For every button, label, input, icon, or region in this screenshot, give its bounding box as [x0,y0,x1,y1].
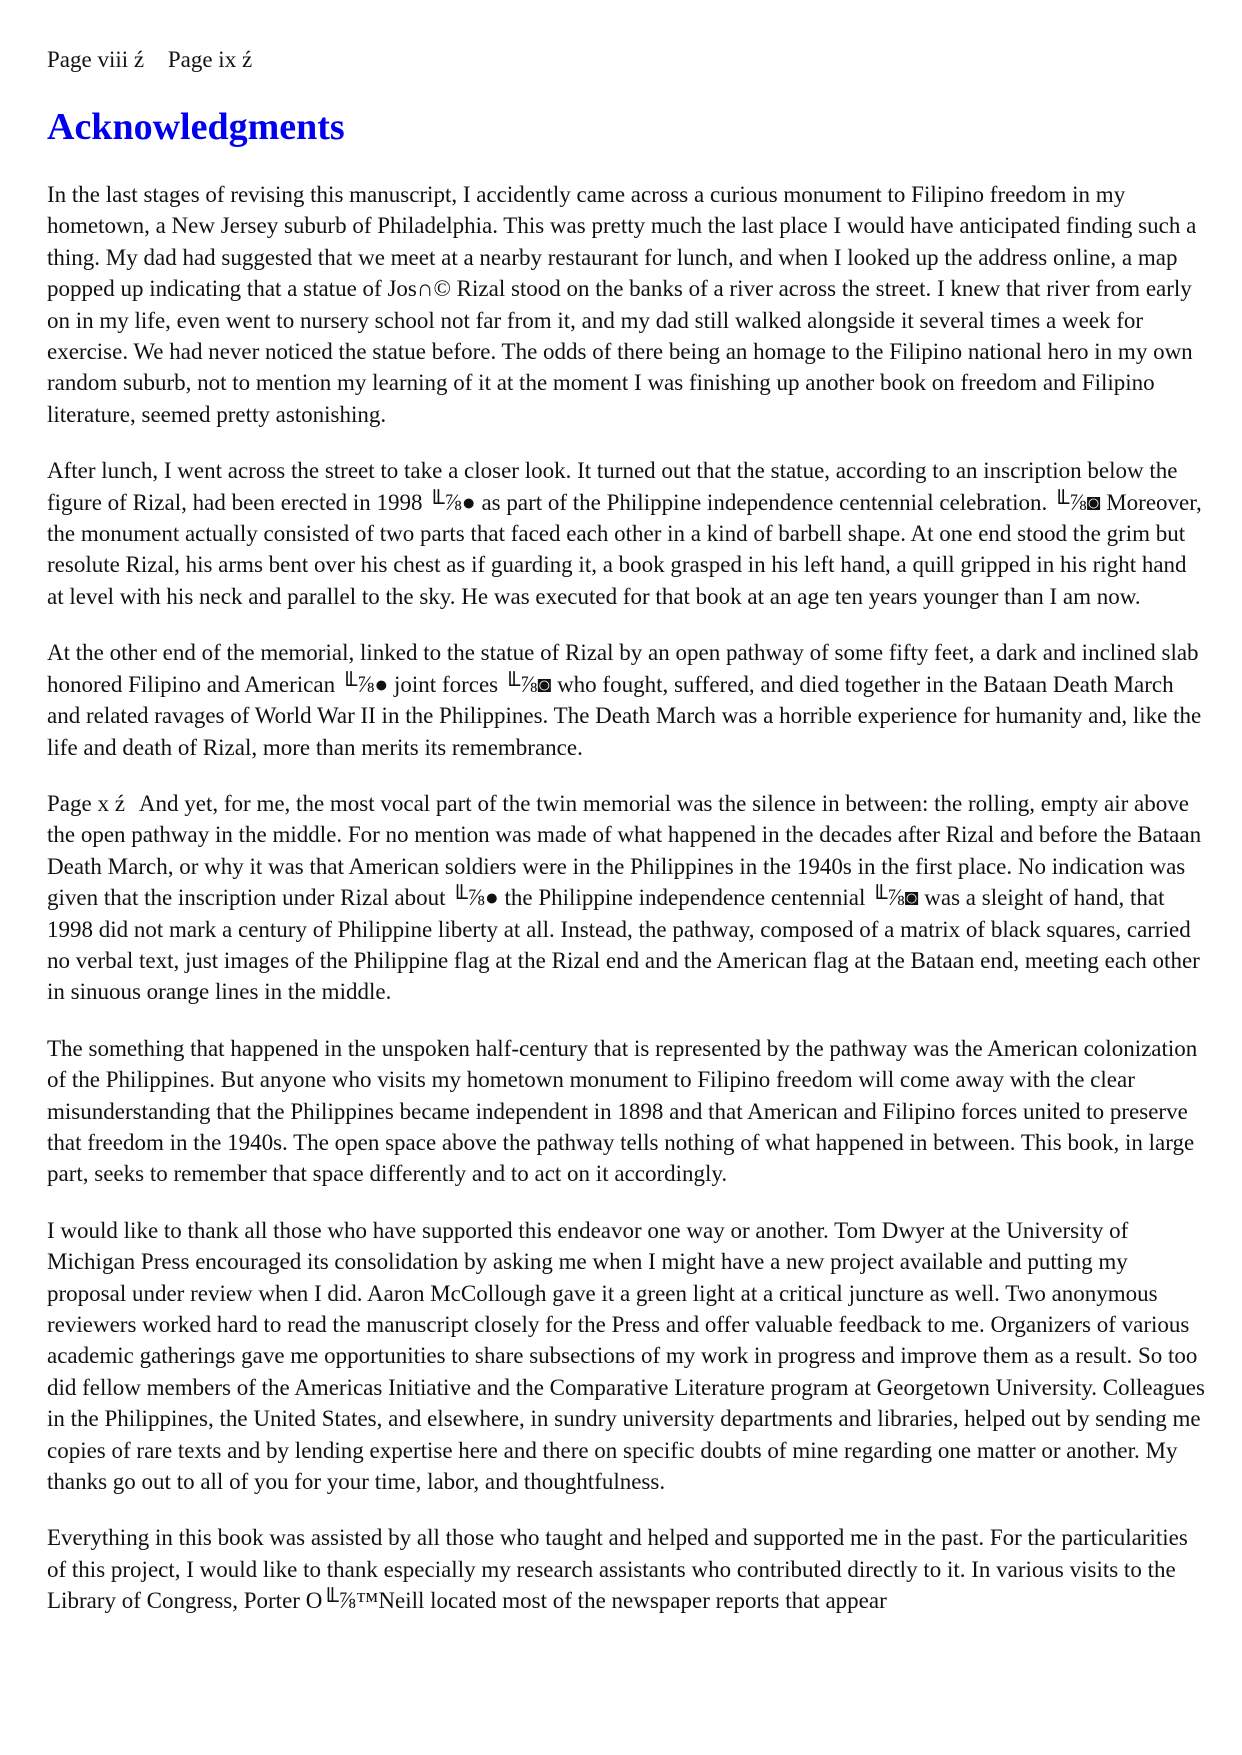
page-marker-viii: Page viii ź [47,47,145,72]
body-text [47,179,1207,1617]
paragraph-5 [47,1033,1207,1190]
document-page [47,44,1207,1642]
paragraph-text: And yet, for me, the most vocal part of the twin memorial was the silence in between: the rolling, empty air above the open pathway in the middle. For no mention was made of what happened in the decades after Rizal and before the Bataan Death March, or why it was that American soldiers were in the Philippines in the 1940s in the first place. No indication was given that the inscription under Rizal about ╙⅞● the Philippine independence centennial ╙⅞◙ was a sleight of hand, that 1998 did not mark a century of Philippine liberty at all. Instead, the pathway, composed of a matrix of black squares, carried no verbal text, just images of the Philippine flag at the Rizal end and the American flag at the Bataan end, meeting each other in sinuous orange lines in the middle. [47,790,1202,1005]
page-markers [47,44,1207,75]
paragraph-text: In the last stages of revising this manuscript, I accidently came across a curious monument to Filipino freedom in my hometown, a New Jersey suburb of Philadelphia. This was pretty much the last place I would have anticipated finding such a thing. My dad had suggested that we meet at a nearby restaurant for lunch, and when I looked up the address online, a map popped up indicating that a statue of Jos∩© Rizal stood on the banks of a river across the street. I knew that river from early on in my life, even went to nursery school not far from it, and my dad still walked alongside it several times a week for exercise. We had never noticed the statue before. The odds of there being an homage to the Filipino national hero in my own random suburb, not to mention my learning of it at the moment I was finishing up another book on freedom and Filipino literature, seemed pretty astonishing. [47,182,1197,427]
paragraph-text: Everything in this book was assisted by all those who taught and helped and supported me in the past. For the particularities of this project, I would like to thank especially my research assistants who contributed directly to it. In various visits to the Library of Congress, Porter O╙⅞™Neill located most of the newspaper reports that appear [47,1525,1188,1614]
page-marker-x: Page x ź [47,790,125,816]
paragraph-7 [47,1522,1207,1616]
paragraph-3 [47,637,1207,763]
paragraph-1 [47,179,1207,430]
paragraph-6 [47,1215,1207,1498]
paragraph-text: After lunch, I went across the street to take a closer look. It turned out that the statue, according to an inscription below the figure of Rizal, had been erected in 1998 ╙⅞● as part of the Philippine independence centennial celebration. ╙⅞◙ Moreover, the monument actually consisted of two parts that faced each other in a kind of barbell shape. At one end stood the grim but resolute Rizal, his arms bent over his chest as if guarding it, a book grasped in his left hand, a quill gripped in his right hand at level with his neck and parallel to the sky. He was executed for that book at an age ten years younger than I am now. [47,458,1202,609]
paragraph-4 [47,788,1207,1008]
paragraph-2 [47,455,1207,612]
page-title: Acknowledgments [47,106,345,148]
page-marker-ix: Page ix ź [167,47,253,72]
paragraph-text: The something that happened in the unspoken half-century that is represented by the pathway was the American colonization of the Philippines. But anyone who visits my hometown monument to Filipino freedom will come away with the clear misunderstanding that the Philippines became independent in 1898 and that American and Filipino forces united to preserve that freedom in the 1940s. The open space above the pathway tells nothing of what happened in between. This book, in large part, seeks to remember that space differently and to act on it accordingly. [47,1035,1198,1187]
paragraph-text: At the other end of the memorial, linked to the statue of Rizal by an open pathway of some fifty feet, a dark and inclined slab honored Filipino and American ╙⅞● joint forces ╙⅞◙ who fought, suffered, and died together in the Bataan Death March and related ravages of World War II in the Philippines. The Death March was a horrible experience for humanity and, like the life and death of Rizal, more than merits its remembrance. [47,640,1202,760]
paragraph-text: I would like to thank all those who have supported this endeavor one way or another. Tom Dwyer at the University of Michigan Press encouraged its consolidation by asking me when I might have a new project available and putting my proposal under review when I did. Aaron McCollough gave it a green light at a critical juncture as well. Two anonymous reviewers worked hard to read the manuscript closely for the Press and offer valuable feedback to me. Organizers of various academic gatherings gave me opportunities to share subsections of my work in progress and improve them as a result. So too did fellow members of the Americas Initiative and the Comparative Literature program at Georgetown University. Colleagues in the Philippines, the United States, and elsewhere, in sundry university departments and libraries, helped out by sending me copies of rare texts and by lending expertise here and there on specific doubts of mine regarding one matter or another. My thanks go out to all of you for your time, labor, and thoughtfulness. [47,1217,1205,1495]
